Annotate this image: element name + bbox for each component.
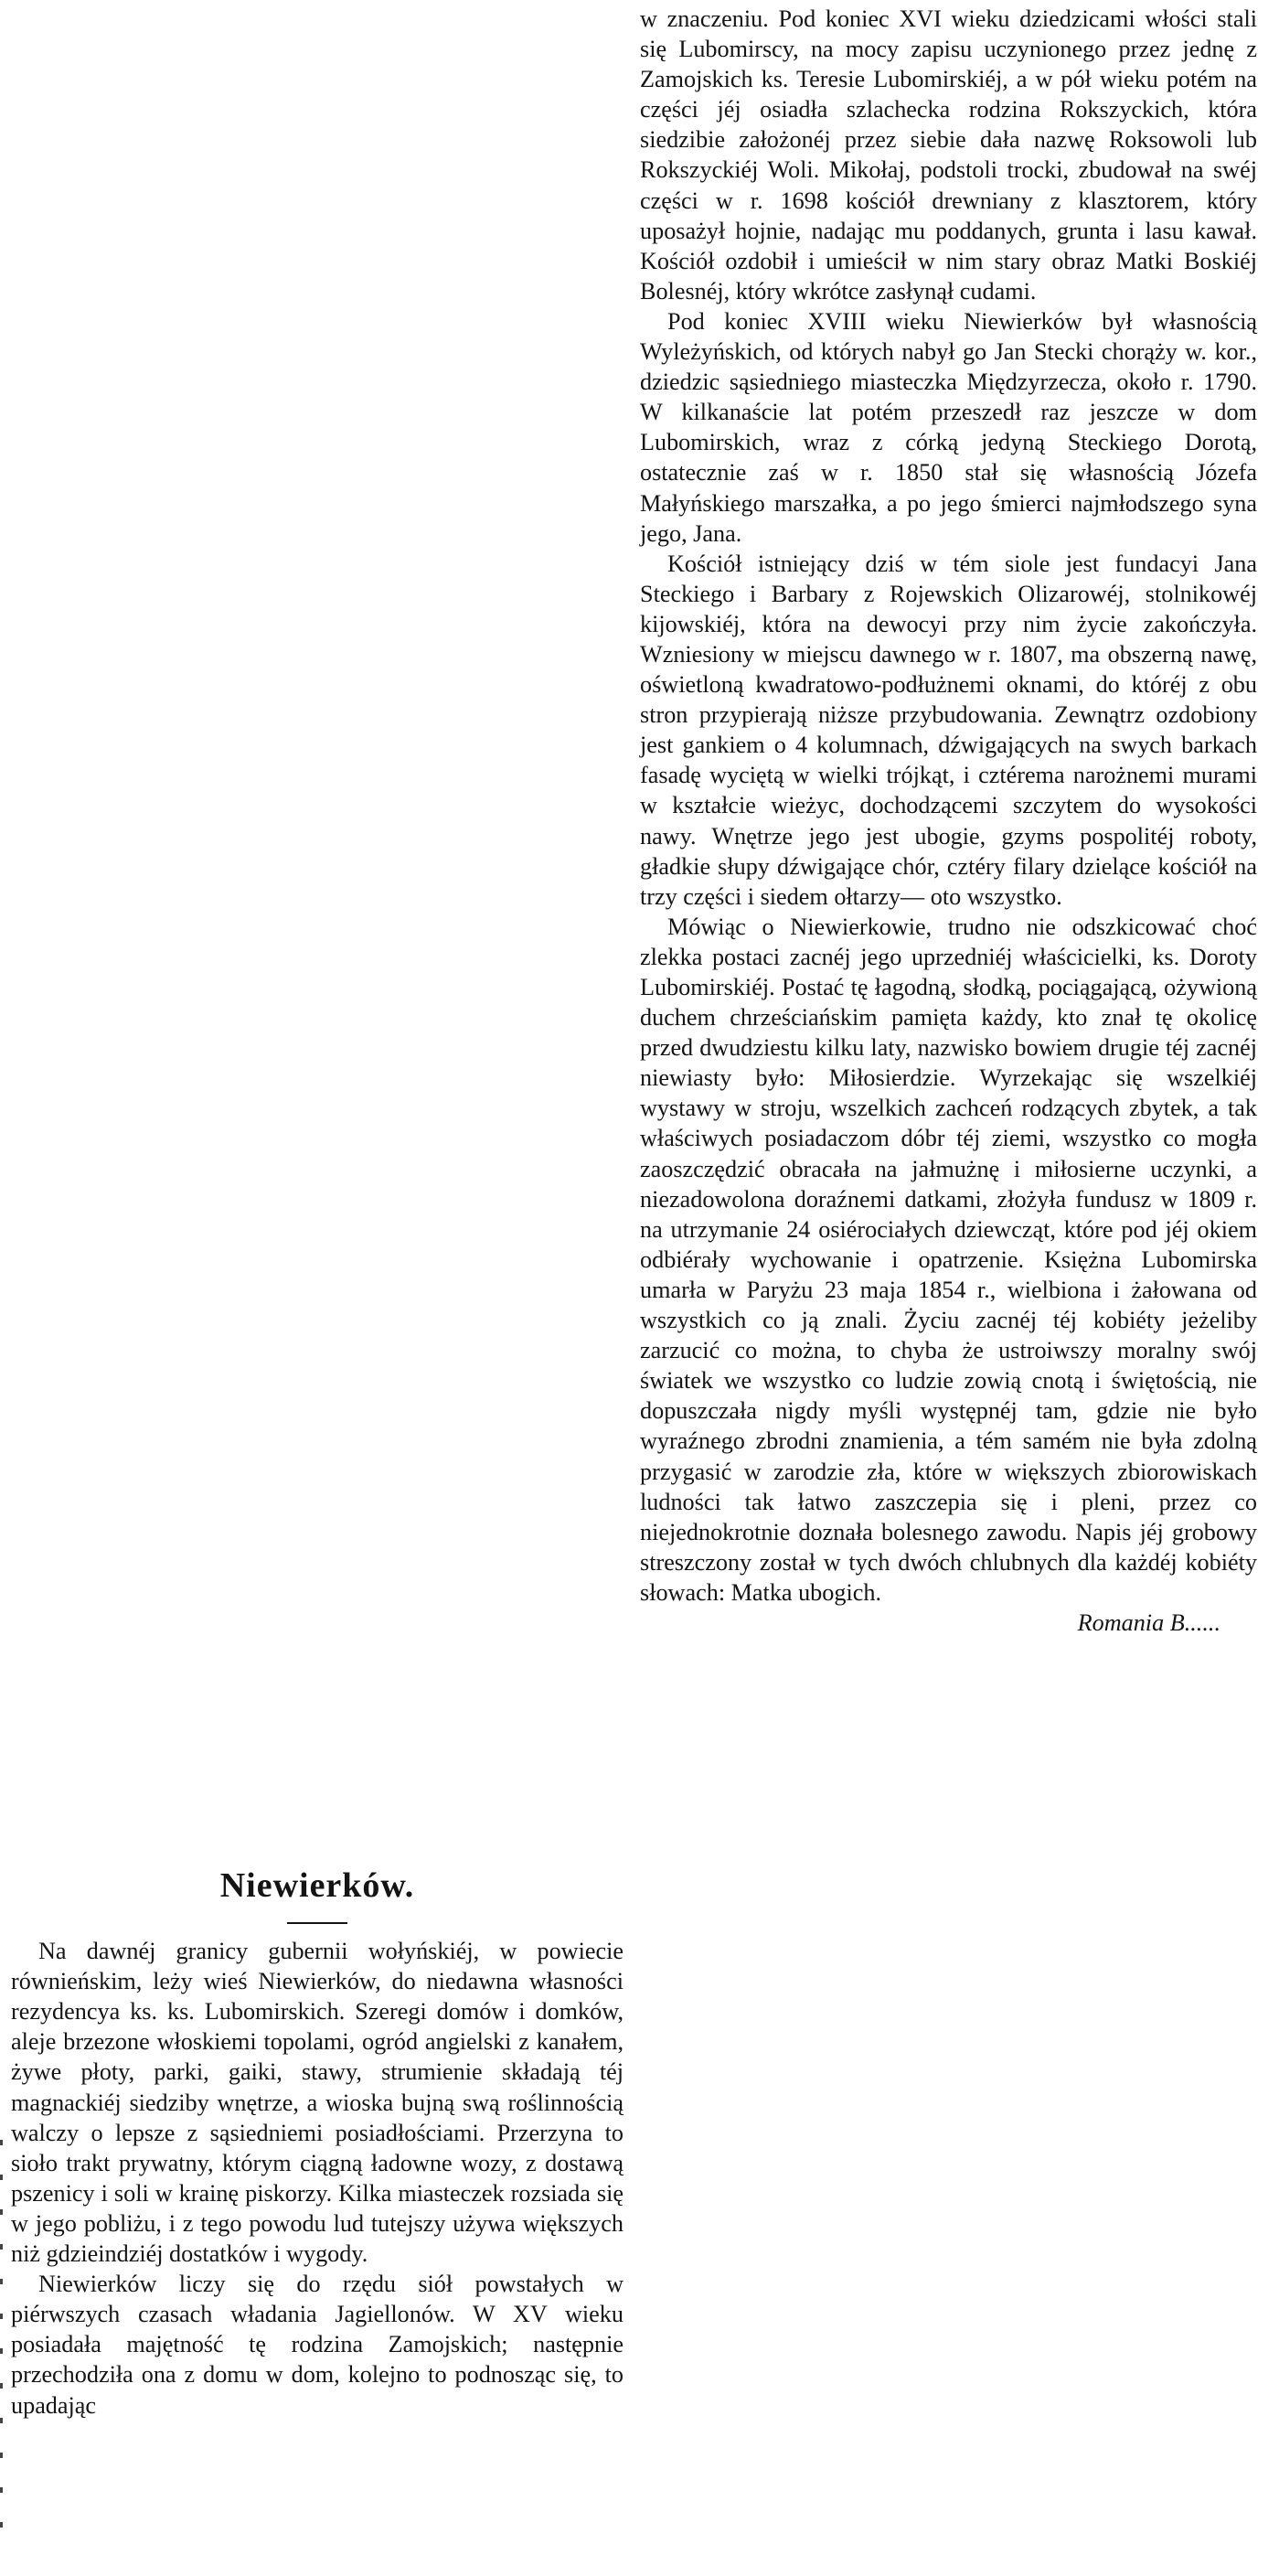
right-paragraph-4: Mówiąc o Niewierkowie, trudno nie odszkicować choć zlekka postaci zacnéj jego uprzedniéj właścicielki, ks. Doroty Lubomirskiéj. Postać tę łagodną, słodką, pociągającą, ożywioną duchem chrześciańskim pamięta każdy, kto znał tę okolicę przed dwudziestu kilku laty, nazwisko bowiem drugie téj zacnéj niewiasty było: Miłosierdzie. Wyrzekając się wszelkiéj wystawy w stroju, wszelkich zachceń rodzących zbytek, a tak właściwych posiadaczom dóbr téj ziemi, wszystko co mogła zaoszczędzić obracała na jałmużnę i miłosierne uczynki, a niezadowolona doraźnemi datkami, złożyła fundusz w 1809 r. na utrzymanie 24 osiérociałych dziewcząt, które pod jéj okiem odbiérały wychowanie i opatrzenie. Księżna Lubomirska umarła w Paryżu 23 maja 1854 r., wielbiona i żałowana od wszystkich co ją znali. Życiu zacnéj téj kobiéty jeżeliby zarzucić co można, to chyba że ustroiwszy moralny swój światek we wszystko co ludzie zowią cnotą i świętością, nie dopuszczała nigdy myśli występnéj tam, gdzie nie było wyraźnego zbrodni znamienia, a tém samém nie była zdolną przygasić w zarodzie zła, które w większych zbiorowiskach ludności tak łatwo zaszczepia się i pleni, przez co niejednokrotnie doznała bolesnego zawodu. Napis jéj grobowy streszczony został w tych dwóch chlubnych dla każdéj kobiéty słowach: Matka ubogich. — [640, 913, 1257, 1606]
left-paragraph-1: Na dawnéj granicy gubernii wołyńskiéj, w powiecie równieńskim, leży wieś Niewierków, do niedawna własności rezydencya ks. ks. Lubomirskich. Szeregi domów i domków, aleje brzezone włoskiemi topolami, ogród angielski z kanałem, żywe płoty, parki, gaiki, stawy, strumienie składają téj magnackiéj siedziby wnętrze, a wioska bujną swą roślinnością walczy o lepsze z sąsiedniemi posiadłościami. Przerzyna to sioło trakt prywatny, którym ciągną ładowne wozy, z dostawą pszenicy i soli w krainę piskorzy. Kilka miasteczek rozsiada się w jego pobliżu, i z tego powodu lud tutejszy używa większych niż gdzieindziéj dostatków i wygody. — [11, 1938, 624, 2268]
right-paragraph-1: w znaczeniu. Pod koniec XVI wieku dziedzicami włości stali się Lubomirscy, na mocy zapisu uczynionego przez jednę z Zamojskich ks. Teresie Lubomirskiéj, a w pół wieku potém na części jéj osiadła szlachecka rodzina Rokszyckich, która siedzibie założonéj przez siebie dała nazwę Roksowoli lub Rokszyckiéj Woli. Mikołaj, podstoli trocki, zbudował na swéj części w r. 1698 kościół drewniany z klasztorem, który uposażył hojnie, nadając mu poddanych, grunta i lasu kawał. Kościół ozdobił i umieścił w nim stary obraz Matki Boskiéj Bolesnéj, który wkrótce zasłynął cudami. — [640, 5, 1257, 305]
right-column — [640, 4, 1257, 1638]
left-paragraph-2: Niewierków liczy się do rzędu siół powstałych w piérwszych czasach władania Jagiellonów. W XV wieku posiadała majętność tę rodzina Zamojskich; następnie przechodziła ona z domu w dom, kolejno to podnosząc się, to upadając — [11, 2271, 624, 2419]
right-paragraph-2: Pod koniec XVIII wieku Niewierków był własnością Wyleżyńskich, od których nabył go Jan Stecki chorąży w. kor., dziedzic sąsiedniego miasteczka Międzyrzecza, około r. 1790. W kilkanaście lat potém przeszedł raz jeszcze w dom Lubomirskich, wraz z córką jedyną Steckiego Dorotą, ostatecznie zaś w r. 1850 stał się własnością Józefa Małyńskiego marszałka, a po jego śmierci najmłodszego syna jego, Jana. — [640, 307, 1257, 547]
binding-edge-marks — [0, 2140, 5, 2560]
article-title: Niewierków. — [219, 1866, 415, 1905]
left-column — [11, 1866, 624, 2421]
right-paragraph-3: Kościół istniejący dziś w tém siole jest fundacyi Jana Steckiego i Barbary z Rojewskich Olizarowéj, stolnikowéj kijowskiéj, która na dewocyi przy nim życie zakończyła. Wzniesiony w miejscu dawnego w r. 1807, ma obszerną nawę, oświetloną kwadratowo-podłużnemi oknami, do któréj z obu stron przypierają niższe przybudowania. Zewnątrz ozdobiony jest gankiem o 4 kolumnach, dźwigających na swych barkach fasadę wyciętą w wielki trójkąt, i cztérema narożnemi murami w kształcie wieżyc, dochodzącemi szczytem do wysokości nawy. Wnętrze jego jest ubogie, gzyms pospolitéj roboty, gładkie słupy dźwigające chór, cztéry filary dzielące kościół na trzy części i siedem ołtarzy— oto wszystko. — [640, 550, 1257, 910]
author-signature: Romania B...... — [1077, 1609, 1220, 1636]
title-divider — [11, 1901, 624, 1936]
